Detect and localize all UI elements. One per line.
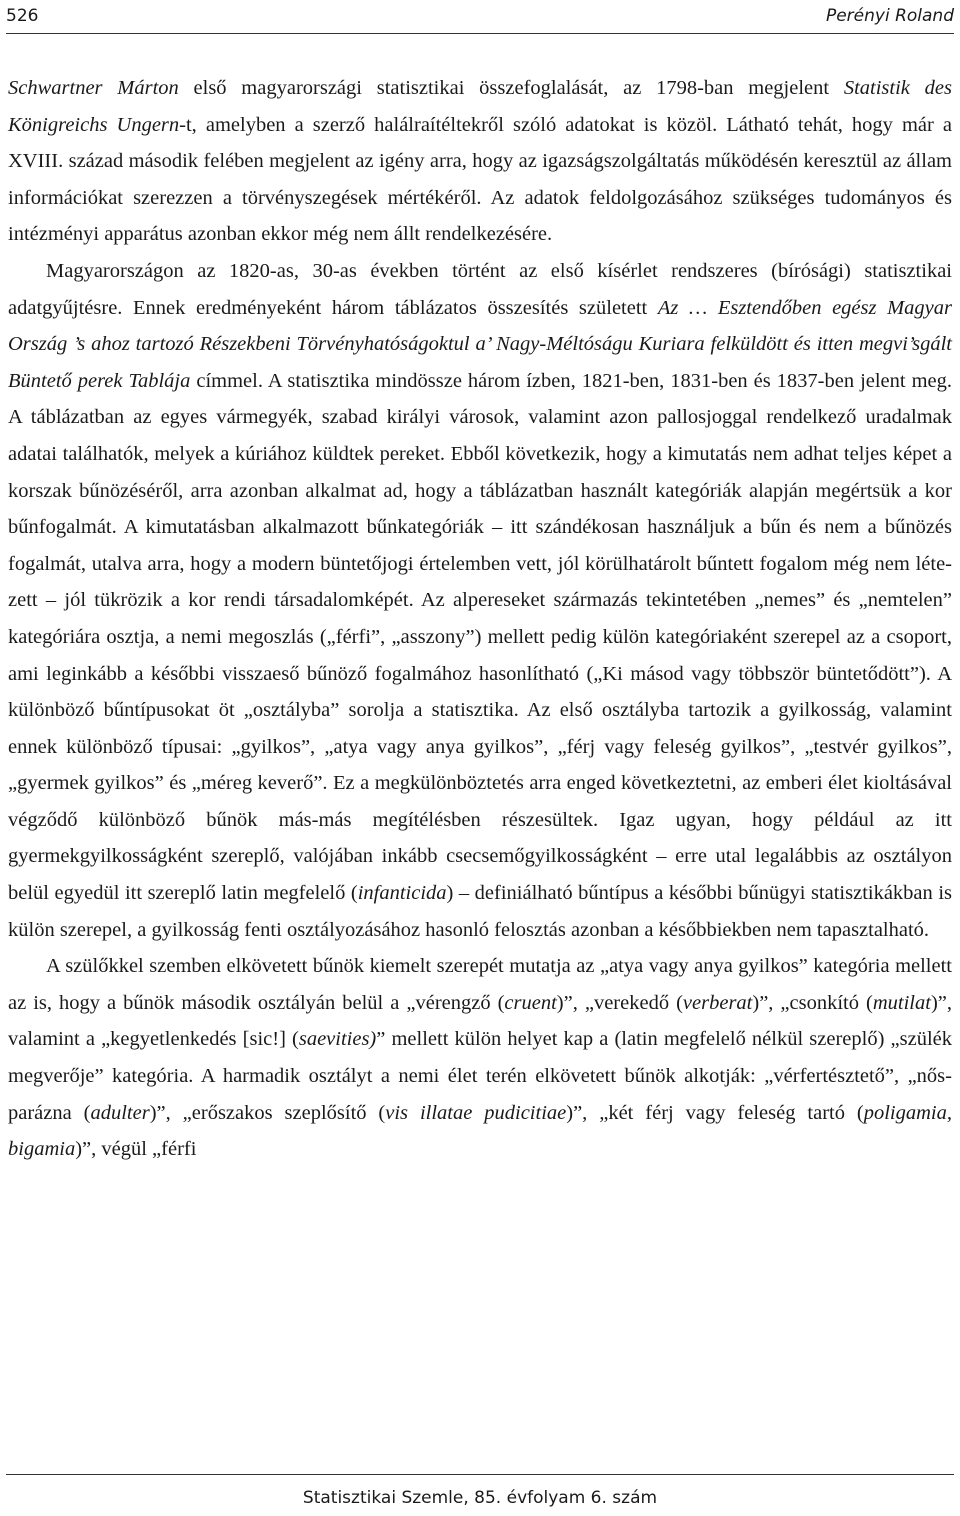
- running-foot: Statisztikai Szemle, 85. évfolyam 6. szám: [302, 1488, 658, 1508]
- paragraph-3: [8, 948, 952, 1168]
- text-run: mutilat: [872, 991, 931, 1014]
- paragraph-1: [8, 70, 952, 253]
- text-run: )”, végül „férfi: [75, 1138, 197, 1161]
- text-run: )”, „csonkító (: [752, 991, 873, 1014]
- paragraph-2: [8, 253, 952, 948]
- text-run: verberat: [682, 991, 753, 1014]
- text-run: Schwartner Márton: [8, 77, 179, 99]
- text-run: adulter: [90, 1101, 150, 1124]
- text-run: )”, valamint a „kegyetlenkedés [sic!] (: [8, 991, 952, 1051]
- text-run: címmel. A statisztika mindössze három ízben, 1821-ben, 1831-ben és 1837-ben jelent meg. A táblázatban az egyes vármegyék, szabad királyi városok, valamint azon pallosjoggal rendelkező uradalmak adatai találhatók, melyek a kúriához küldtek pereket. Ebből következik, hogy a kimutatás nem adhat teljes képet a korszak bűnözéséről, arra azonban alkalmat ad, hogy a táblázatban használt kategóriák alapján megértsük a kor bűnfogalmát. A kimutatásban alkalmazott bűnkategóriák – itt szándékosan használjuk a bűn és nem a bűnözés fogalmát, utalva arra, hogy a modern büntetőjogi értelemben vett, jól körülhatárolt bűntett fogalom még nem létezett – jól tükrözik a kor rendi társadalomképét. Az alpereseket származás tekintetében „nemes” és „nemtelen” kategóriára osztja, a nemi megoszlás („férfi”, „asszony”) mellett pedig külön kategóriaként szerepel az a csoport, ami leginkább a későbbi visszaeső bűnöző fogalmához hasonlítható („Ki másod vagy többször büntetődött”). A különböző bűntípusokat öt „osztályba” sorolja a statisztika. Az első osztályba tartozik a gyilkosság, valamint ennek különböző típusai: „gyilkos”, „atya vagy anya gyilkos”, „férj vagy feleség gyilkos”, „testvér gyilkos”, „gyermek gyilkos” és „méreg keverő”. Ez a megkülönböztetés arra enged következtetni, az emberi élet kioltásával végződő különböző bűnök más-más megítélésben részesültek. Igaz ugyan, hogy például az itt gyermekgyilkosságként szereplő, valójában inkább csecsemőgyilkosságként – erre utal legalábbis az osztályon belül egyedül itt szereplő latin megfelelő (: [8, 369, 952, 905]
- page-number: 526: [6, 6, 39, 26]
- text-run: cruent: [504, 991, 557, 1014]
- text-run: vis illatae pudicitiae: [385, 1101, 567, 1124]
- text-run: első magyarországi statisztikai összefoglalását, az 1798-ban megjelent: [178, 77, 844, 99]
- body-text: [8, 70, 952, 1168]
- running-head: [6, 0, 954, 26]
- running-head-author: Perényi Roland: [825, 6, 954, 26]
- text-run: -t, amelyben a szerző halálraítéltekről szóló adatokat is közöl. Látható tehát, hogy már a XVIII. század második felében megjelent az igény arra, hogy az igazságszolgáltatás működésén keresztül az állam információkat szerezzen a törvényszegések mértékéről. Az adatok feldolgozásához szükséges tudományos és intézményi apparátus azonban ekkor még nem állt rendelkezésére.: [8, 113, 953, 246]
- text-run: )”, „két férj vagy feleség tartó (: [566, 1101, 864, 1124]
- text-run: ) – definiálható bűntípus a későbbi bűnügyi statisztikákban is külön szerepel, a gyilkosság fenti osztályozásához hasonló felosztás azonban a későbbiekben nem tapasztalható.: [8, 882, 952, 941]
- text-run: poligamia, bigamia: [8, 1101, 952, 1161]
- text-run: ” mellett külön helyet kap a (latin megfelelő nélkül szereplő) „szülék megverője” kategória. A harmadik osztályt a nemi élet terén elkövetett bűnök alkotják: „vérfertésztető”, „nős-parázna (: [8, 1028, 952, 1124]
- text-run: saevities): [298, 1028, 377, 1051]
- header-rule: [6, 33, 954, 34]
- text-run: )”, „erőszakos szeplősítő (: [149, 1101, 386, 1124]
- text-run: )”, „verekedő (: [556, 991, 683, 1014]
- text-run: Az … Esztendőben egész Magyar Ország ’s ahoz tartozó Részekbeni Törvényhatóságoktul a’ Nagy-Méltóságu Kuriara felküldött és itten megvi’sgált Büntető perek Tablája: [8, 296, 953, 392]
- text-run: A szülőkkel szemben elkövetett bűnök kiemelt szerepét mutatja az „atya vagy anya gyilkos” kategória mellett az is, hogy a bűnök második osztályán belül a „vérengző (: [8, 955, 952, 1014]
- text-run: Magyarországon az 1820-as, 30-as években történt az első kísérlet rendszeres (bírósági) statisztikai adatgyűjtésre. Ennek eredményeként három táblázatos összesítés született: [8, 259, 952, 319]
- text-run: infanticida: [357, 882, 447, 905]
- text-run: Statistik des Königreichs Ungern: [8, 77, 952, 136]
- footer-rule: [6, 1474, 954, 1475]
